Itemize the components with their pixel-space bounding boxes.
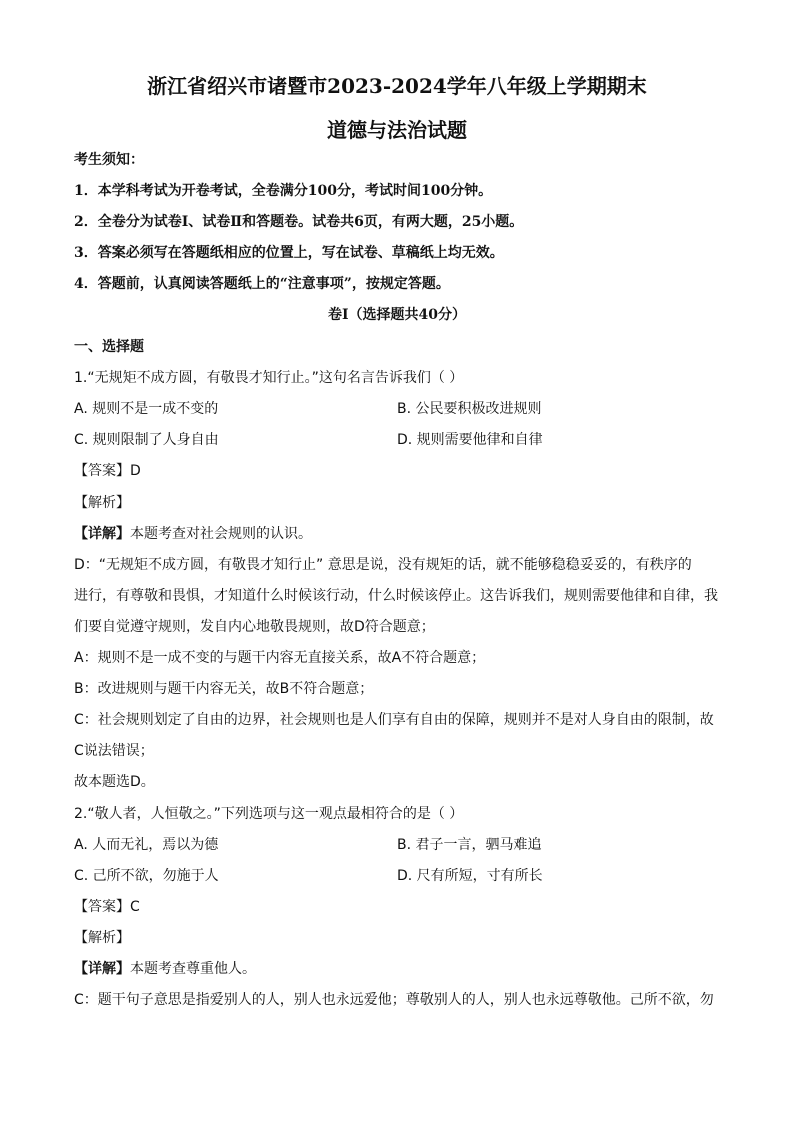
q2-option-d: D. 尺有所短，寸有所长 bbox=[397, 868, 543, 884]
q1-explanation-line-5: B：改进规则与题干内容无关，故B不符合题意； bbox=[74, 681, 374, 697]
notice-item-2: 2．全卷分为试卷Ⅰ、试卷Ⅱ和答题卷。试卷共6页，有两大题，25小题。 bbox=[74, 214, 524, 230]
q2-detail-tag: 【详解】 bbox=[74, 961, 130, 977]
q1-analysis: 【解析】 bbox=[74, 495, 130, 511]
part-title: 一、选择题 bbox=[74, 339, 144, 355]
notice-item-4: 4．答题前，认真阅读答题纸上的“注意事项”，按规定答题。 bbox=[74, 276, 450, 292]
q1-option-a: A. 规则不是一成不变的 bbox=[74, 401, 219, 417]
q1-explanation-line-6: C：社会规则划定了自由的边界，社会规则也是人们享有自由的保障，规则并不是对人身自由的限制，故 bbox=[74, 712, 714, 728]
q1-stem: 1.“无规矩不成方圆，有敬畏才知行止。”这句名言告诉我们（ ） bbox=[74, 370, 464, 386]
q2-stem: 2.“敬人者，人恒敬之。”下列选项与这一观点最相符合的是（ ） bbox=[74, 806, 464, 822]
document-title-line2: 道德与法治试题 bbox=[327, 118, 467, 142]
q2-analysis: 【解析】 bbox=[74, 930, 130, 946]
q1-explanation-line-3: 们要自觉遵守规则，发自内心地敬畏规则，故D符合题意； bbox=[74, 619, 435, 635]
notice-heading: 考生须知： bbox=[74, 152, 144, 168]
paper-section-title: 卷Ⅰ（选择题共40分） bbox=[327, 307, 467, 323]
q1-explanation-line-4: A：规则不是一成不变的与题干内容无直接关系，故A不符合题意； bbox=[74, 650, 486, 666]
q1-option-d: D. 规则需要他律和自律 bbox=[397, 432, 543, 448]
q1-explanation-line-8: 故本题选D。 bbox=[74, 774, 155, 790]
q1-explanation-line-1: D：“无规矩不成方圆，有敬畏才知行止” 意思是说，没有规矩的话，就不能够稳稳妥妥的，有秩序的 bbox=[74, 557, 692, 573]
q1-option-c: C. 规则限制了人身自由 bbox=[74, 432, 219, 448]
q1-detail-tag: 【详解】 bbox=[74, 526, 130, 542]
q1-detail bbox=[74, 524, 722, 544]
q2-detail bbox=[74, 959, 722, 979]
q2-option-c: C. 己所不欲，勿施于人 bbox=[74, 868, 219, 884]
q1-detail-text: 本题考查对社会规则的认识。 bbox=[130, 526, 312, 542]
q1-option-b: B. 公民要积极改进规则 bbox=[397, 401, 542, 417]
notice-item-1: 1．本学科考试为开卷考试，全卷满分100分，考试时间100分钟。 bbox=[74, 183, 493, 199]
q2-option-a: A. 人而无礼，焉以为德 bbox=[74, 837, 219, 853]
q1-answer: 【答案】D bbox=[74, 463, 141, 479]
notice-item-3: 3．答案必须写在答题纸相应的位置上，写在试卷、草稿纸上均无效。 bbox=[74, 245, 504, 261]
q1-explanation-line-2: 进行，有尊敬和畏惧，才知道什么时候该行动，什么时候该停止。这告诉我们，规则需要他律和自律，我 bbox=[74, 588, 718, 604]
q2-option-b: B. 君子一言，驷马难追 bbox=[397, 837, 542, 853]
q2-answer: 【答案】C bbox=[74, 899, 140, 915]
q2-detail-text: 本题考查尊重他人。 bbox=[130, 961, 256, 977]
document-title-line1: 浙江省绍兴市诸暨市2023-2024学年八年级上学期期末 bbox=[147, 74, 647, 98]
q1-explanation-line-7: C说法错误； bbox=[74, 743, 154, 759]
q2-explanation-line-1: C：题干句子意思是指爱别人的人，别人也永远爱他；尊敬别人的人，别人也永远尊敬他。己所不欲，勿 bbox=[74, 992, 714, 1008]
